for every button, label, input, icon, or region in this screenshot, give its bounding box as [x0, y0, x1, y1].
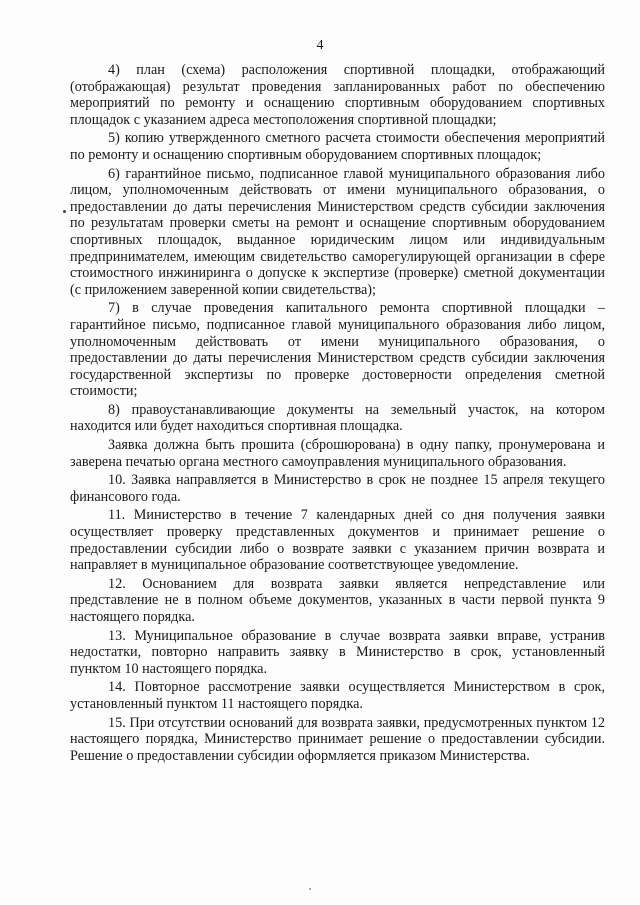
- item-8-land-documents: 8) правоустанавливающие документы на земельный участок, на котором находится или будет находиться спортивная площадка.: [70, 401, 605, 435]
- clause-12: 12. Основанием для возврата заявки является непредставление или представление не в полном объеме документов, указанных в части первой пункта 9 настоящего порядка.: [70, 575, 605, 625]
- page-number: 4: [316, 38, 324, 53]
- clause-15: 15. При отсутствии оснований для возврата заявки, предусмотренных пунктом 12 настоящего порядка, Министерство принимает решение о предоставлении субсидии. Решение о предоставлении субсидии оформляется приказом Министерства.: [70, 714, 605, 764]
- document-body: [70, 62, 605, 766]
- clause-11: 11. Министерство в течение 7 календарных дней со дня получения заявки осуществляет проверку представленных документов и принимает решение о предоставлении субсидии либо о возврате заявки с указанием причин возврата и направляет в муниципальное образование соответствующее уведомление.: [70, 507, 605, 574]
- item-6-guarantee-letter: 6) гарантийное письмо, подписанное главой муниципального образования либо лицом, уполномоченным действовать от имени муниципального образования, о предоставлении до даты перечисления Министерством средств субсидии заключения по результатам проверки сметы на ремонт и оснащение спортивным оборудованием спортивных площадок, выданное юридическим лицом или индивидуальным предпринимателем, имеющим свидетельство саморегулирующей организации в сфере стоимостного инжиниринга о допуске к экспертизе (проверке) сметной документации (с приложением заверенной копии свидетельства);: [70, 165, 605, 298]
- item-5-estimate-copy: 5) копию утвержденного сметного расчета стоимости обеспечения мероприятий по ремонту и оснащению спортивным оборудованием спортивных площадок;: [70, 130, 605, 163]
- clause-14: 14. Повторное рассмотрение заявки осуществляется Министерством в срок, установленный пунктом 11 настоящего порядка.: [70, 679, 605, 712]
- margin-mark: [63, 210, 66, 213]
- item-7-capital-repair: 7) в случае проведения капитального ремонта спортивной площадки – гарантийное письмо, подписанное главой муниципального образования либо лицом, уполномоченным действовать от имени муниципального образования, о предоставлении до даты перечисления Министерством средств субсидии заключения государственной экспертизы по проверке достоверности определения сметной стоимости;: [70, 300, 605, 400]
- clause-13: 13. Муниципальное образование в случае возврата заявки вправе, устранив недостатки, повторно направить заявку в Министерство в срок, установленный пунктом 10 настоящего порядка.: [70, 627, 605, 677]
- item-4-plan: 4) план (схема) расположения спортивной площадки, отображающий (отображающая) результат проведения запланированных работ по обеспечению мероприятий по ремонту и оснащению спортивным оборудованием спортивных площадок с указанием адреса местоположения спортивной площадки;: [70, 62, 605, 128]
- application-binding-note: Заявка должна быть прошита (сброшюрована) в одну папку, пронумерована и заверена печатью органа местного самоуправления муниципального образования.: [70, 437, 605, 470]
- clause-10: 10. Заявка направляется в Министерство в срок не позднее 15 апреля текущего финансового года.: [70, 472, 605, 505]
- scan-speck: [309, 888, 311, 890]
